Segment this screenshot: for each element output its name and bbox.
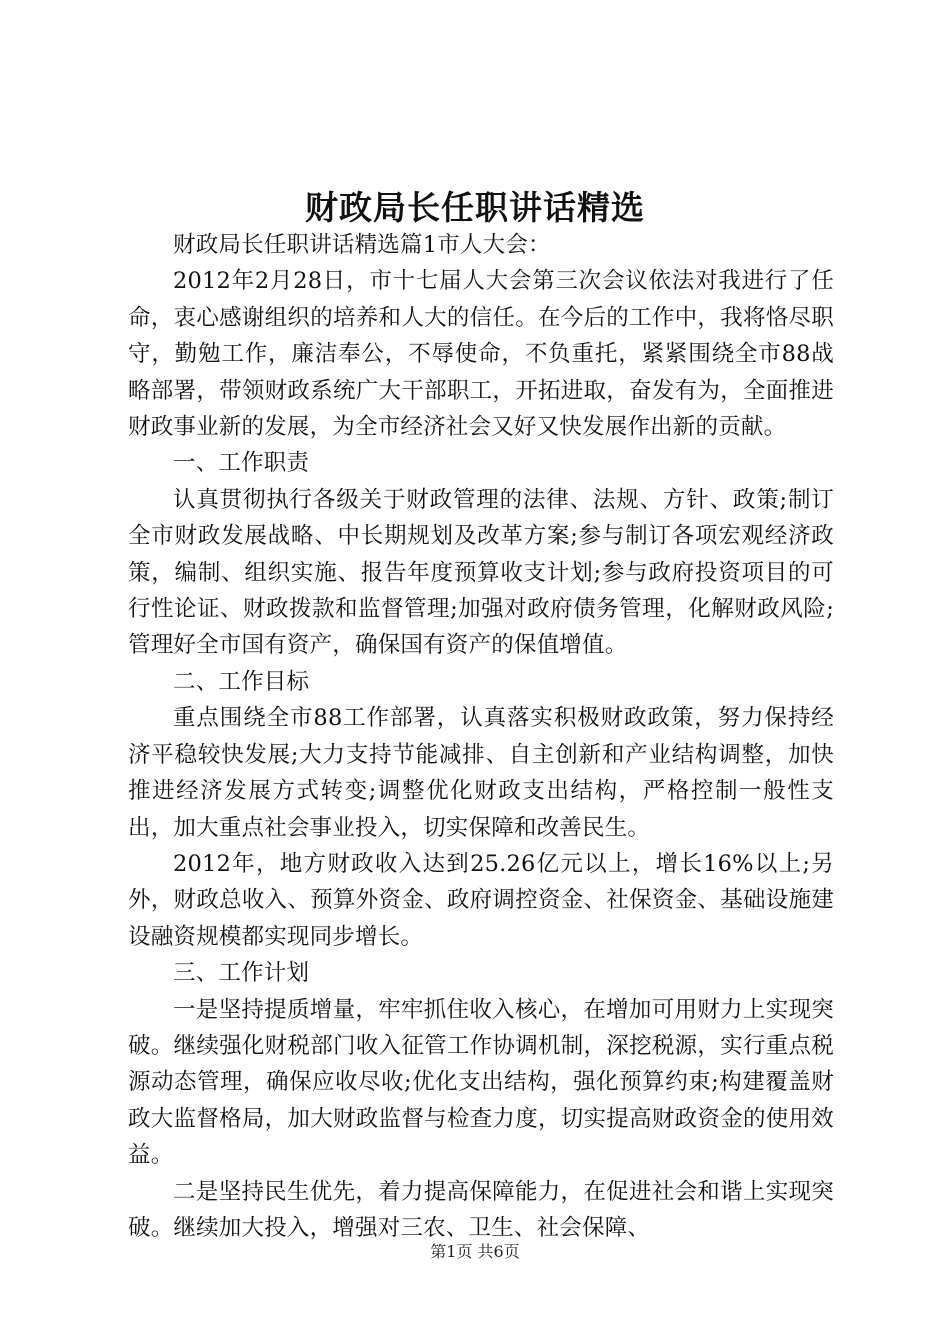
section-heading-plan: 三、工作计划 bbox=[173, 960, 310, 987]
page-footer: 第1页 共6页 bbox=[430, 1242, 520, 1261]
paragraph-plan-two: 二是坚持民生优先，着力提高保障能力，在促进社会和谐上实现突破。继续加大投入，增强对三农、卫生、社会保障、 bbox=[128, 1178, 834, 1241]
document-title: 财政局长任职讲话精选 bbox=[305, 188, 645, 227]
section-heading-goals: 二、工作目标 bbox=[173, 668, 310, 695]
paragraph-salutation: 财政局长任职讲话精选篇1市人大会： bbox=[173, 232, 551, 258]
paragraph-goals: 重点围绕全市88工作部署，认真落实积极财政政策，努力保持经济平稳较快发展;大力支持节能减排、自主创新和产业结构调整，加快推进经济发展方式转变;调整优化财政支出结构，严格控制一般性支出，加大重点社会事业投入，切实保障和改善民生。 bbox=[128, 705, 834, 841]
paragraph-duties: 认真贯彻执行各级关于财政管理的法律、法规、方针、政策;制订全市财政发展战略、中长期规划及改革方案;参与制订各项宏观经济政策，编制、组织实施、报告年度预算收支计划;参与政府投资项目的可行性论证、财政拨款和监督管理;加强对政府债务管理，化解财政风险;管理好全市国有资产，确保国有资产的保值增值。 bbox=[128, 486, 834, 659]
document-body bbox=[128, 227, 834, 1246]
paragraph-revenue-target: 2012年，地方财政收入达到25.26亿元以上，增长16%以上;另外，财政总收入、预算外资金、政府调控资金、社保资金、基础设施建设融资规模都实现同步增长。 bbox=[128, 850, 834, 950]
section-heading-duties: 一、工作职责 bbox=[173, 450, 310, 477]
paragraph-appointment: 2012年2月28日，市十七届人大会第三次会议依法对我进行了任命，衷心感谢组织的培养和人大的信任。在今后的工作中，我将恪尽职守，勤勉工作，廉洁奉公，不辱使命，不负重托，紧紧围绕全市88战略部署，带领财政系统广大干部职工，开拓进取，奋发有为，全面推进财政事业新的发展，为全市经济社会又好又快发展作出新的贡献。 bbox=[128, 268, 834, 441]
paragraph-plan-one: 一是坚持提质增量，牢牢抓住收入核心，在增加可用财力上实现突破。继续强化财税部门收入征管工作协调机制，深挖税源，实行重点税源动态管理，确保应收尽收;优化支出结构，强化预算约束;构建覆盖财政大监督格局，加大财政监督与检查力度，切实提高财政资金的使用效益。 bbox=[128, 996, 834, 1169]
